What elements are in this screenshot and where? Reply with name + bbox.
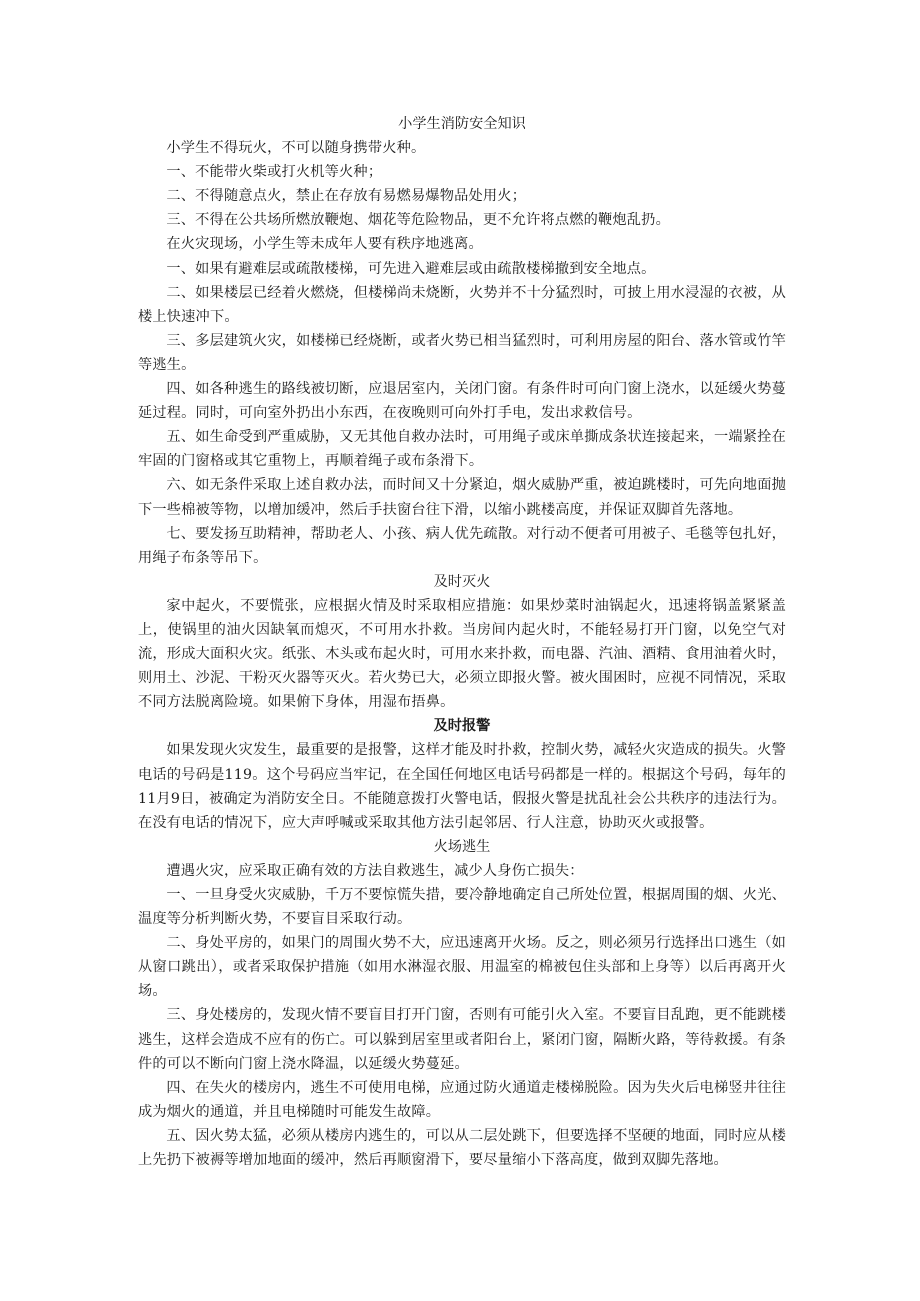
escape-paragraph-2: 一、一旦身受火灾威胁，千万不要惊慌失措，要冷静地确定自己所处位置，根据周围的烟、火光、温度等分析判断火势，不要盲目采取行动。 [138,887,786,928]
intro-paragraph-6: 一、如果有避难层或疏散楼梯，可先进入避难层或由疏散楼梯撤到安全地点。 [166,260,656,277]
document-title: 小学生消防安全知识 [398,116,526,132]
section-heading-extinguish: 及时灭火 [433,573,491,590]
escape-paragraph-3: 二、身处平房的，如果门的周围火势不大，应迅速离开火场。反之，则必须另行选择出口逃生（如从窗口跳出），或者采取保护措施（如用水淋湿衣服、用温室的棉被包住头部和上身等）以后再离开火场。 [138,935,786,1000]
intro-paragraph-9: 四、如各种逃生的路线被切断，应退居室内，关闭门窗。有条件时可向门窗上浇水，以延缓火势蔓延过程。同时，可向室外扔出小东西，在夜晚则可向外打手电，发出求救信号。 [138,381,786,422]
intro-paragraph-12: 七、要发扬互助精神，帮助老人、小孩、病人优先疏散。对行动不便者可用被子、毛毯等包扎好，用绳子布条等吊下。 [138,525,786,566]
intro-paragraph-1: 小学生不得玩火，不可以随身携带火种。 [166,140,426,157]
escape-paragraph-6: 五、因火势太猛，必须从楼房内逃生的，可以从二层处跳下，但要选择不坚硬的地面，同时应从楼上先扔下被褥等增加地面的缓冲，然后再顺窗滑下，要尽量缩小下落高度，做到双脚先落地。 [138,1127,786,1169]
intro-paragraph-7: 二、如果楼层已经着火燃烧，但楼梯尚未烧断，火势并不十分猛烈时，可披上用水浸湿的衣被，从楼上快速冲下。 [138,284,786,325]
section-heading-escape: 火场逃生 [433,838,491,855]
document-page [138,112,786,1172]
escape-paragraph-1: 遭遇火灾，应采取正确有效的方法自救逃生，减少人身伤亡损失： [166,862,584,879]
escape-paragraph-4: 三、身处楼房的，发现火情不要盲目打开门窗，否则有可能引火入室。不要盲目乱跑，更不能跳楼逃生，这样会造成不应有的伤亡。可以躲到居室里或者阳台上，紧闭门窗，隔断火路，等待救援。有条件的可以不断向门窗上浇水降温，以延缓火势蔓延。 [138,1007,786,1072]
intro-paragraph-11: 六、如无条件采取上述自救办法，而时间又十分紧迫，烟火威胁严重，被迫跳楼时，可先向地面抛下一些棉被等物，以增加缓冲，然后手扶窗台往下滑，以缩小跳楼高度，并保证双脚首先落地。 [138,477,786,518]
intro-paragraph-4: 三、不得在公共场所燃放鞭炮、烟花等危险物品，更不允许将点燃的鞭炮乱扔。 [166,212,670,229]
intro-paragraph-10: 五、如生命受到严重威胁，又无其他自救办法时，可用绳子或床单撕成条状连接起来，一端紧拴在牢固的门窗格或其它重物上，再顺着绳子或布条滑下。 [138,429,786,470]
intro-paragraph-2: 一、不能带火柴或打火机等火种； [166,164,383,181]
intro-paragraph-8: 三、多层建筑火灾，如楼梯已经烧断，或者火势已相当猛烈时，可利用房屋的阳台、落水管或竹竿等逃生。 [138,332,786,373]
intro-paragraph-5: 在火灾现场，小学生等未成年人要有秩序地逃离。 [166,236,483,253]
extinguish-paragraph-1: 家中起火，不要慌张，应根据火情及时采取相应措施：如果炒菜时油锅起火，迅速将锅盖紧紧盖上，使锅里的油火因缺氧而熄灭，不可用水扑救。当房间内起火时，不能轻易打开门窗，以免空气对流，形成大面积火灾。纸张、木头或布起火时，可用水来扑救，而电器、汽油、酒精、食用油着火时，则用土、沙泥、干粉灭火器等灭火。若火势已大，必须立即报火警。被火围困时，应视不同情况，采取不同方法脱离险境。如果俯下身体，用湿布捂鼻。 [138,597,786,711]
section-heading-report: 及时报警 [433,718,491,735]
intro-paragraph-3: 二、不得随意点火，禁止在存放有易燃易爆物品处用火； [166,188,527,205]
escape-paragraph-5: 四、在失火的楼房内，逃生不可使用电梯，应通过防火通道走楼梯脱险。因为失火后电梯竖井往往成为烟火的通道，并且电梯随时可能发生故障。 [138,1079,786,1120]
report-paragraph-1: 如果发现火灾发生，最重要的是报警，这样才能及时扑救，控制火势，减轻火灾造成的损失。火警电话的号码是119。这个号码应当牢记，在全国任何地区电话号码都是一样的。根据这个号码，每年的11月9日，被确定为消防安全日。不能随意拨打火警电话，假报火警是扰乱社会公共秩序的违法行为。在没有电话的情况下，应大声呼喊或采取其他方法引起邻居、行人注意，协助灭火或报警。 [138,742,786,831]
